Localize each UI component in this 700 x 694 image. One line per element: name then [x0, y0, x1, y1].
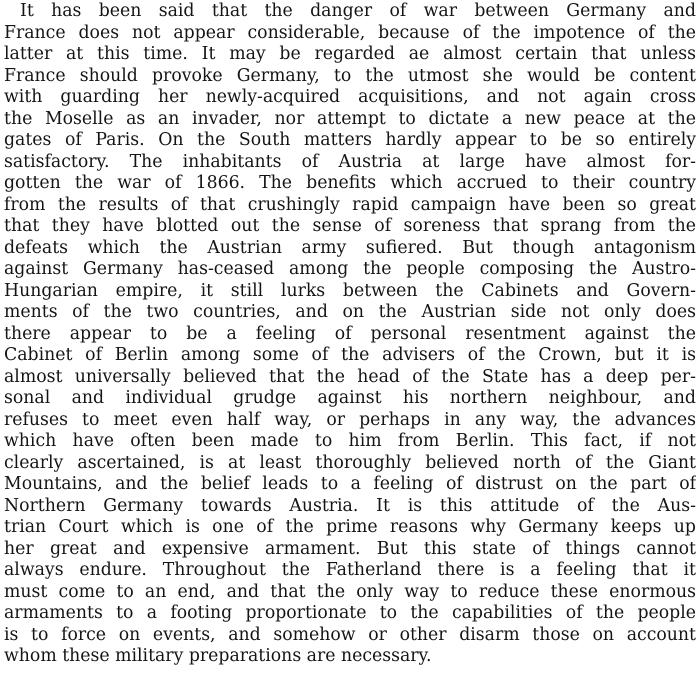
text-line: clearly ascertained, is at least thoroughly believed north of the Giant — [4, 452, 696, 473]
text-line: Northern Germany towards Austria. It is this attitude of the Aus- — [4, 495, 696, 516]
text-line: trian Court which is one of the prime reasons why Germany keeps up — [4, 517, 696, 537]
text-line: armaments to a footing proportionate to the capabilities of the people — [4, 603, 696, 623]
text-line: that they have blotted out the sense of soreness that sprang from the — [4, 216, 696, 236]
text-line: refuses to meet even half way, or perhaps in any way, the advances — [4, 409, 696, 430]
text-line: satisfactory. The inhabitants of Austria at large have almost for- — [4, 151, 696, 172]
text-line: with guarding her newly-acquired acquisitions, and not again cross — [4, 87, 696, 107]
text-line: there appear to be a feeling of personal resentment against the — [4, 323, 696, 344]
text-line: latter at this time. It may be regarded ae almost certain that unless — [4, 44, 696, 64]
text-line: the Moselle as an invader, nor attempt to dictate a new peace at the — [4, 108, 696, 129]
text-line: which have often been made to him from Berlin. This fact, if not — [4, 431, 696, 451]
text-line: sonal and individual grudge against his northern neighbour, and — [4, 388, 696, 408]
text-line: France should provoke Germany, to the utmost she would be content — [4, 65, 696, 86]
text-line: Cabinet of Berlin among some of the advisers of the Crown, but it is — [4, 345, 696, 365]
text-line: gotten the war of 1866. The benefits which accrued to their country — [4, 173, 696, 193]
text-line: It has been said that the danger of war between Germany and — [20, 1, 696, 21]
text-line: is to force on events, and somehow or other disarm those on account — [4, 624, 696, 645]
text-line: France does not appear considerable, because of the impotence of the — [4, 22, 696, 43]
text-line: her great and expensive armament. But this state of things cannot — [4, 538, 696, 559]
text-line: from the results of that crushingly rapid campaign have been so great — [4, 194, 696, 215]
text-line: defeats which the Austrian army sufiered. But though antagonism — [4, 237, 696, 258]
text-line: whom these military preparations are necessary. — [4, 646, 432, 666]
text-line: must come to an end, and that the only way to reduce these enormous — [4, 581, 696, 602]
text-line: ments of the two countries, and on the Austrian side not only does — [4, 302, 696, 322]
text-line: always endure. Throughout the Fatherland there is a feeling that it — [4, 560, 696, 580]
text-line: Mountains, and the belief leads to a feeling of distrust on the part of — [4, 474, 696, 494]
text-line: almost universally believed that the head of the State has a deep per- — [4, 366, 696, 387]
text-line: Hungarian empire, it still lurks between the Cabinets and Govern- — [4, 280, 696, 301]
text-line: against Germany has-ceased among the people composing the Austro- — [4, 259, 696, 279]
text-line: gates of Paris. On the South matters hardly appear to be so entirely — [4, 130, 696, 150]
article-paragraph — [4, 1, 696, 668]
